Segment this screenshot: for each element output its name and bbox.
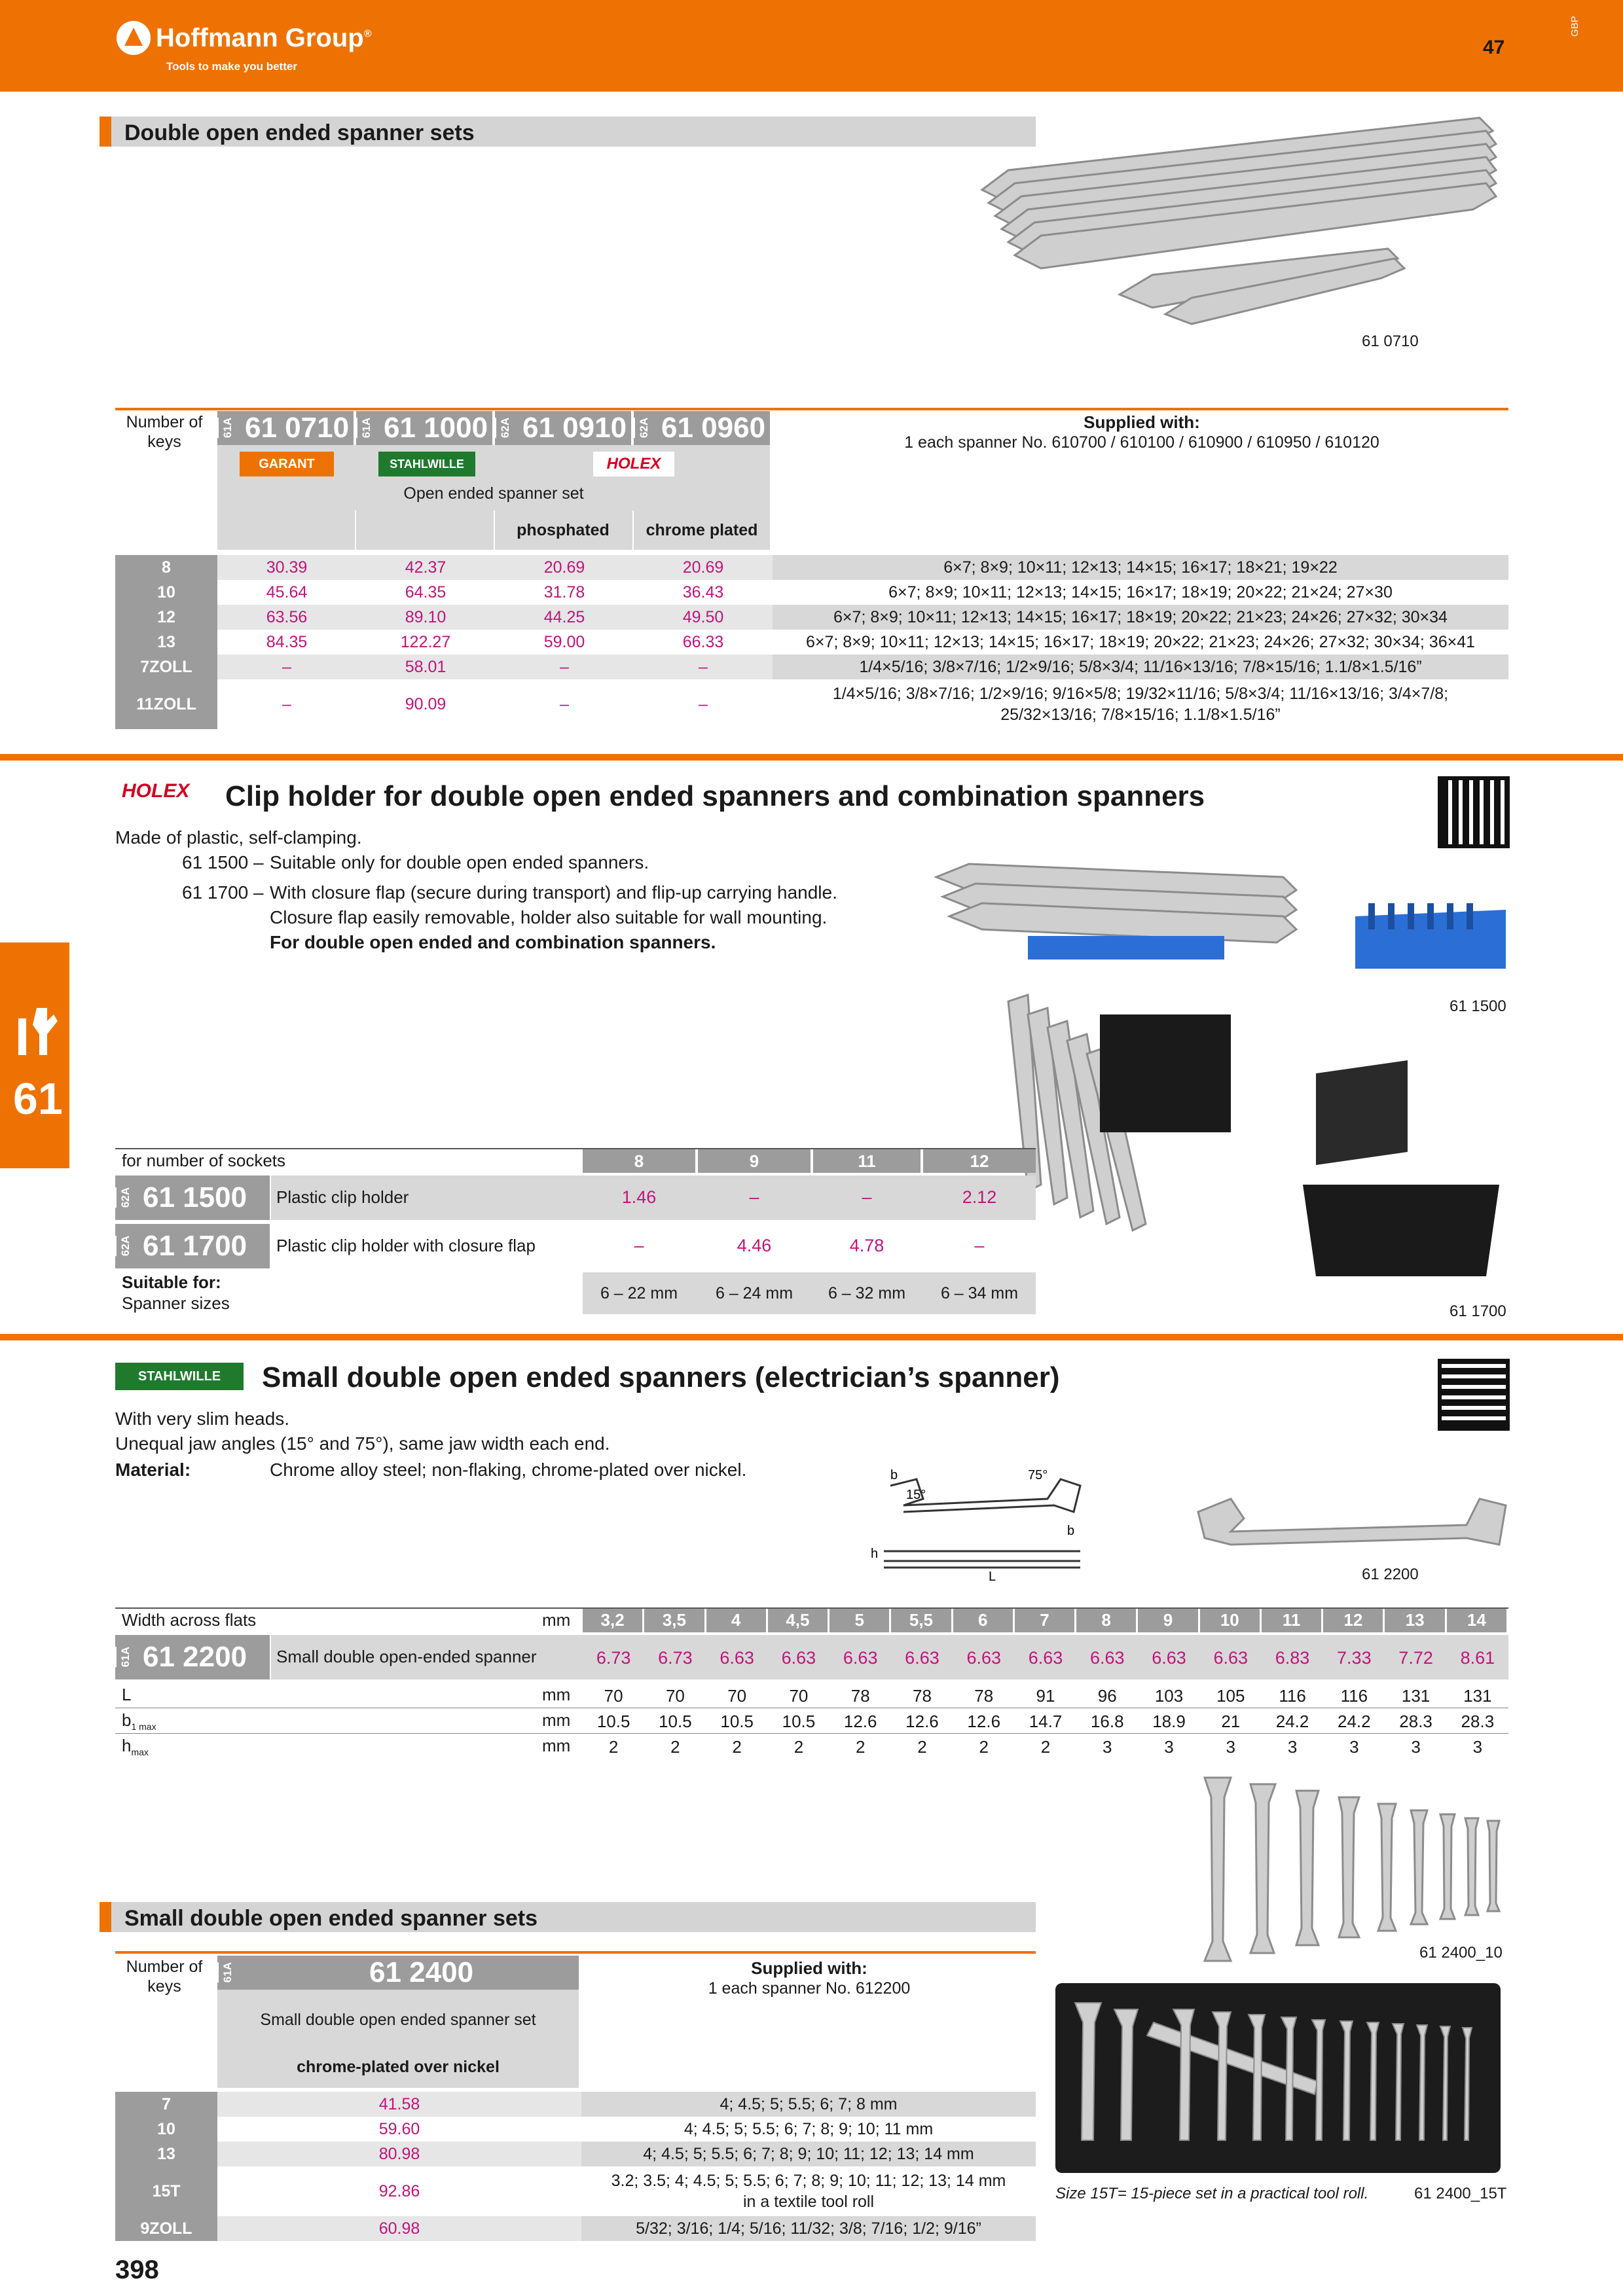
width-cell: 11 bbox=[1262, 1609, 1321, 1632]
sec1-sub-chrome: chrome plated bbox=[646, 521, 758, 539]
width-cell: 4,5 bbox=[768, 1609, 828, 1632]
price-cell: 6.73 bbox=[658, 1648, 693, 1668]
dim-h-label: h bbox=[871, 1547, 879, 1561]
keys-cell: 7ZOLL bbox=[115, 655, 217, 679]
height-cell: 3 bbox=[1103, 1737, 1112, 1757]
article-61-1000: 61A 61 1000 bbox=[356, 411, 492, 445]
price-cell: 1.46 bbox=[621, 1187, 657, 1207]
sec2-col-8: 8 bbox=[583, 1149, 695, 1173]
dim-angle-75: 75° bbox=[1028, 1468, 1048, 1482]
sec2-item2-text2: Closure flap easily removable, holder also suitable for wall mounting. bbox=[270, 907, 828, 927]
jaw-width-cell: 10.5 bbox=[720, 1712, 754, 1731]
image-caption-611700: 61 1700 bbox=[1450, 1302, 1506, 1320]
section-heading-double-spanner-sets: Double open ended spanner sets bbox=[100, 117, 1036, 147]
sec1-desc: Open ended spanner set bbox=[403, 484, 584, 503]
price-cell: – bbox=[495, 655, 634, 679]
section-divider-1 bbox=[0, 754, 1623, 761]
chapter-number: 61 bbox=[13, 1074, 63, 1124]
article-61-1500: 62A 61 1500 bbox=[115, 1175, 270, 1220]
jaw-width-cell: 10.5 bbox=[782, 1712, 816, 1731]
sec2-col-11: 11 bbox=[813, 1149, 921, 1173]
width-cell: 12 bbox=[1323, 1609, 1383, 1632]
sec4-sub: chrome-plated over nickel bbox=[297, 2058, 500, 2076]
width-cell: 4 bbox=[706, 1609, 766, 1632]
width-header-row bbox=[583, 1609, 1508, 1632]
price-cell: 4.78 bbox=[849, 1236, 884, 1255]
price-cell: 41.58 bbox=[217, 2092, 581, 2117]
width-cell: 14 bbox=[1447, 1609, 1506, 1632]
length-cell: 105 bbox=[1216, 1686, 1245, 1706]
sec1-supplied-text: 1 each spanner No. 610700 / 610100 / 610900 / 610950 / 610120 bbox=[904, 433, 1379, 452]
sizes-cell: 4; 4.5; 5; 5.5; 6; 7; 8 mm bbox=[581, 2092, 1036, 2117]
keys-cell: 9ZOLL bbox=[115, 2216, 217, 2241]
sec2-item1-text: Suitable only for double open ended spanners. bbox=[270, 852, 649, 872]
price-cell: 30.39 bbox=[217, 555, 356, 580]
price-cell: 64.35 bbox=[405, 583, 447, 601]
price-cell: 2.12 bbox=[962, 1187, 997, 1207]
article-61-1700: 62A 61 1700 bbox=[115, 1224, 270, 1268]
keys-cell: 11ZOLL bbox=[115, 679, 217, 729]
sec2-row1-desc: Plastic clip holder bbox=[276, 1187, 409, 1207]
price-row bbox=[583, 1647, 1508, 1670]
jaw-width-cell: 12.6 bbox=[843, 1712, 877, 1731]
height-cell: 2 bbox=[793, 1737, 804, 1757]
jaw-width-cell: 21 bbox=[1221, 1712, 1241, 1731]
table-row bbox=[115, 2117, 1036, 2142]
width-cell: 3,2 bbox=[583, 1609, 642, 1632]
sizes-cell: 3.2; 3.5; 4; 4.5; 5; 5.5; 6; 7; 8; 9; 10; 11; 12; 13; 14 mm in a textile tool roll bbox=[611, 2172, 1006, 2211]
spanner-chapter-icon bbox=[14, 1005, 60, 1058]
table-row bbox=[115, 555, 1508, 580]
sec3-title: Small double open ended spanners (electrician’s spanner) bbox=[262, 1361, 1060, 1393]
sec3-line1: With very slim heads. bbox=[115, 1408, 290, 1429]
keys-cell: 13 bbox=[115, 630, 217, 655]
page-number-top: 47 bbox=[1483, 37, 1505, 58]
electrician-spanner-image bbox=[1192, 1486, 1512, 1558]
price-cell: 89.10 bbox=[356, 605, 495, 630]
price-cell: 6.83 bbox=[1275, 1648, 1310, 1668]
jaw-width-cell: 24.2 bbox=[1275, 1712, 1309, 1731]
sec4-supplied-title: Supplied with: bbox=[751, 1958, 867, 1978]
keys-cell: 10 bbox=[115, 580, 217, 605]
sec3-art-desc: Small double open-ended spanner bbox=[276, 1647, 537, 1666]
hoffmann-logo-icon bbox=[115, 20, 152, 56]
price-cell: 59.60 bbox=[378, 2119, 420, 2138]
sec3-h-unit: mm bbox=[542, 1736, 571, 1755]
price-cell: 6.63 bbox=[1213, 1648, 1249, 1668]
price-cell: 7.33 bbox=[1337, 1648, 1372, 1668]
table-row bbox=[115, 655, 1508, 679]
jaw-width-cell: 10.5 bbox=[659, 1712, 692, 1731]
price-cell: 8.61 bbox=[1460, 1648, 1495, 1668]
price-cell: 6.63 bbox=[843, 1648, 878, 1668]
width-cell: 3,5 bbox=[644, 1609, 704, 1632]
width-cell: 6 bbox=[953, 1609, 1013, 1632]
price-cell: 90.09 bbox=[405, 694, 447, 713]
length-cell: 96 bbox=[1097, 1686, 1117, 1706]
sec3-unit: mm bbox=[542, 1610, 571, 1630]
rule bbox=[115, 1733, 1508, 1734]
section-divider-2 bbox=[0, 1334, 1623, 1340]
jaw-width-cell: 10.5 bbox=[596, 1712, 630, 1731]
sizes-cell: 1/4×5/16; 3/8×7/16; 1/2×9/16; 9/16×5/8; 19/32×11/16; 5/8×3/4; 11/16×13/16; 3/4×7/8; 25/32×13/16; 7/8×15/16; 1.1/8×1.5/16” bbox=[832, 685, 1449, 724]
sizes-cell: 1/4×5/16; 3/8×7/16; 1/2×9/16; 5/8×3/4; 11/16×13/16; 7/8×15/16; 1.1/8×1.5/16” bbox=[773, 655, 1508, 679]
sec4-desc: Small double open ended spanner set bbox=[260, 2011, 536, 2029]
spanner-set-10-image bbox=[1192, 1771, 1519, 1967]
price-cell: – bbox=[282, 694, 291, 713]
height-cell: 3 bbox=[1287, 1737, 1298, 1757]
price-cell: – bbox=[634, 655, 773, 679]
table-row bbox=[115, 580, 1508, 605]
length-cell: 78 bbox=[913, 1686, 932, 1706]
sec1-vline-b bbox=[494, 511, 495, 550]
sec1-supplied-title: Supplied with: bbox=[1084, 412, 1200, 432]
price-cell: – bbox=[634, 1236, 644, 1255]
sec3-h-label: $h_{max}$ bbox=[122, 1736, 149, 1758]
price-cell: 49.50 bbox=[634, 605, 773, 630]
orange-rule-4 bbox=[115, 1951, 1036, 1954]
price-cell: – bbox=[749, 1187, 759, 1207]
height-cell: 3 bbox=[1349, 1737, 1359, 1757]
image-caption-611500: 61 1500 bbox=[1450, 997, 1506, 1015]
sec4-supplied-text: 1 each spanner No. 612200 bbox=[708, 1979, 911, 1998]
sizes-cell: 6×7; 8×9; 10×11; 12×13; 14×15; 16×17; 18×21; 19×22 bbox=[773, 555, 1508, 580]
col-number-of-keys: Number of keys bbox=[126, 413, 203, 451]
price-cell: 42.37 bbox=[356, 555, 495, 580]
price-cell: – bbox=[974, 1236, 985, 1255]
height-cell: 2 bbox=[1040, 1737, 1051, 1757]
sec2-item2-text3: For double open ended and combination spanners. bbox=[270, 932, 716, 952]
top-banner bbox=[0, 0, 1623, 92]
height-cell: 3 bbox=[1411, 1737, 1421, 1757]
dim-b2-label: b bbox=[1067, 1524, 1075, 1538]
sec3-L-unit: mm bbox=[542, 1685, 571, 1704]
sec2-item2-text1: With closure flap (secure during transport) and flip-up carrying handle. bbox=[270, 882, 837, 903]
sec2-col-label: for number of sockets bbox=[122, 1151, 285, 1170]
table-row bbox=[115, 2142, 1036, 2166]
suitable-cell: 6 – 22 mm bbox=[600, 1284, 678, 1302]
sizes-cell: 4; 4.5; 5; 5.5; 6; 7; 8; 9; 10; 11; 12; 13; 14 mm bbox=[581, 2142, 1036, 2166]
price-cell: 80.98 bbox=[217, 2142, 581, 2166]
image-caption-612400-15t: 61 2400_15T bbox=[1414, 2185, 1507, 2202]
height-cell: 3 bbox=[1226, 1737, 1236, 1757]
keys-cell: 10 bbox=[115, 2117, 217, 2142]
sec3-b-unit: mm bbox=[542, 1710, 571, 1730]
jaw-width-cell: 12.6 bbox=[967, 1712, 1001, 1731]
table-row bbox=[115, 630, 1508, 655]
height-cell: 2 bbox=[670, 1737, 680, 1757]
price-cell: 7.72 bbox=[1398, 1648, 1433, 1668]
article-61-2200: 61A 61 2200 bbox=[115, 1635, 270, 1679]
width-cell: 9 bbox=[1138, 1609, 1197, 1632]
brand-name: Hoffmann Group® bbox=[156, 24, 372, 52]
sec3-L-label: L bbox=[122, 1685, 132, 1704]
table-row bbox=[115, 605, 1508, 630]
price-cell: – bbox=[560, 694, 569, 713]
keys-cell: 8 bbox=[115, 555, 217, 580]
price-cell: 44.25 bbox=[495, 605, 634, 630]
orange-rule-1 bbox=[115, 408, 1508, 410]
price-cell: 6.63 bbox=[966, 1648, 1001, 1668]
holex-brand-logo: HOLEX bbox=[122, 780, 190, 802]
sec2-row2-desc: Plastic clip holder with closure flap bbox=[276, 1236, 536, 1255]
clip-holder-1500-image bbox=[930, 838, 1519, 988]
suitable-cell: 6 – 32 mm bbox=[828, 1284, 906, 1302]
tool-roll-note: Size 15T= 15-piece set in a practical tool roll. bbox=[1055, 2185, 1369, 2202]
sec2-item2-no: 61 1700 – bbox=[182, 882, 264, 903]
height-cell: 2 bbox=[855, 1737, 866, 1757]
height-cell: 2 bbox=[732, 1737, 742, 1757]
price-cell: 66.33 bbox=[682, 632, 724, 651]
sec3-b-label: $b_{1 max}$ bbox=[122, 1710, 156, 1732]
price-cell: 122.27 bbox=[400, 632, 451, 651]
price-cell: 6.73 bbox=[596, 1648, 631, 1668]
price-cell: 6.63 bbox=[1028, 1648, 1063, 1668]
sec1-sub-phosphated: phosphated bbox=[517, 521, 610, 539]
spanner-set-image bbox=[969, 105, 1506, 334]
sizes-cell: 6×7; 8×9; 10×11; 12×13; 14×15; 16×17; 18×19; 20×22; 21×24; 27×30 bbox=[888, 583, 1393, 601]
sec1-price-table bbox=[115, 555, 1508, 729]
height-cell: 2 bbox=[917, 1737, 927, 1757]
price-cell: 59.00 bbox=[543, 632, 585, 651]
sec1-vline-a bbox=[355, 511, 356, 550]
table-row bbox=[115, 2166, 1036, 2216]
article-61-2400: 61A 61 2400 bbox=[217, 1956, 579, 1990]
jaw-width-cell: 28.3 bbox=[1461, 1712, 1495, 1731]
table-row bbox=[115, 2092, 1036, 2117]
suitable-cell: 6 – 24 mm bbox=[715, 1284, 793, 1302]
jaw-width-cell: 16.8 bbox=[1090, 1712, 1124, 1731]
stahlwille-logo: STAHLWILLE bbox=[378, 452, 475, 476]
price-cell: 20.69 bbox=[634, 555, 773, 580]
length-cell: 116 bbox=[1279, 1686, 1306, 1706]
clip-holder-1700-image bbox=[1002, 988, 1506, 1296]
price-cell: – bbox=[862, 1187, 872, 1207]
sizes-cell: 6×7; 8×9; 10×11; 12×13; 14×15; 16×17; 18×19; 20×22; 21×23; 24×26; 27×32; 30×34 bbox=[773, 605, 1508, 630]
price-cell: 4.46 bbox=[737, 1236, 772, 1255]
price-cell: 6.63 bbox=[905, 1648, 939, 1668]
dim-l-label: L bbox=[989, 1570, 996, 1584]
width-cell: 5 bbox=[830, 1609, 889, 1632]
width-cell: 8 bbox=[1076, 1609, 1136, 1632]
image-caption-610710: 61 0710 bbox=[1362, 332, 1419, 350]
language-code: GBP bbox=[1569, 16, 1580, 37]
height-cell: 3 bbox=[1164, 1737, 1174, 1757]
length-cell: 70 bbox=[604, 1686, 623, 1706]
article-61-0710: 61A 61 0710 bbox=[217, 411, 354, 445]
sec1-vline-c bbox=[632, 511, 634, 550]
jaw-width-cell: 28.3 bbox=[1399, 1712, 1432, 1731]
price-cell: 6.63 bbox=[720, 1648, 754, 1668]
price-cell: 36.43 bbox=[682, 583, 724, 601]
image-caption-612200: 61 2200 bbox=[1362, 1566, 1419, 1583]
price-cell: 84.35 bbox=[266, 632, 308, 651]
qr-code-icon bbox=[1438, 1359, 1510, 1431]
height-cell: 3 bbox=[1472, 1737, 1483, 1757]
width-cell: 10 bbox=[1200, 1609, 1260, 1632]
sec2-intro: Made of plastic, self-clamping. bbox=[115, 827, 362, 848]
price-cell: 45.64 bbox=[266, 583, 308, 601]
dim-angle-15: 15° bbox=[906, 1488, 926, 1502]
price-cell: 6.63 bbox=[781, 1648, 816, 1668]
sec2-col-9: 9 bbox=[698, 1149, 811, 1173]
sec3-waf-label: Width across flats bbox=[122, 1610, 257, 1630]
sec3-mat-label: Material: bbox=[115, 1460, 191, 1480]
holex-logo: HOLEX bbox=[593, 452, 674, 476]
length-cell: 78 bbox=[850, 1686, 870, 1706]
keys-cell: 13 bbox=[115, 2142, 217, 2166]
height-row bbox=[583, 1736, 1508, 1758]
stahlwille-brand-logo: STAHLWILLE bbox=[115, 1363, 244, 1390]
width-cell: 13 bbox=[1385, 1609, 1444, 1632]
length-cell: 78 bbox=[974, 1686, 994, 1706]
page-number-bottom: 398 bbox=[115, 2255, 159, 2284]
dimension-diagram bbox=[864, 1460, 1100, 1584]
height-cell: 2 bbox=[979, 1737, 989, 1757]
sec3-mat-text: Chrome alloy steel; non-flaking, chrome-plated over nickel. bbox=[270, 1460, 747, 1480]
price-cell: 92.86 bbox=[378, 2181, 420, 2200]
chapter-side-tab bbox=[0, 942, 69, 1168]
sec4-price-table bbox=[115, 2092, 1036, 2241]
keys-cell: 12 bbox=[115, 605, 217, 630]
dim-b-label: b bbox=[890, 1468, 898, 1482]
sizes-cell: 6×7; 8×9; 10×11; 12×13; 14×15; 16×17; 18×19; 20×22; 21×23; 24×26; 27×32; 30×34; 36×41 bbox=[805, 632, 1476, 651]
length-cell: 70 bbox=[727, 1686, 747, 1706]
price-cell: 6.63 bbox=[1089, 1648, 1125, 1668]
price-cell: 31.78 bbox=[543, 583, 585, 601]
height-cell: 2 bbox=[608, 1737, 619, 1757]
sec3-line2: Unequal jaw angles (15° and 75°), same jaw width each end. bbox=[115, 1433, 610, 1454]
jaw-width-cell: 24.2 bbox=[1338, 1712, 1371, 1731]
price-cell: 63.56 bbox=[217, 605, 356, 630]
width-cell: 7 bbox=[1015, 1609, 1074, 1632]
length-cell: 131 bbox=[1463, 1686, 1492, 1706]
article-61-0910: 62A 61 0910 bbox=[495, 411, 631, 445]
price-cell: 58.01 bbox=[356, 655, 495, 679]
width-cell: 5,5 bbox=[891, 1609, 951, 1632]
sizes-cell: 5/32; 3/16; 1/4; 5/16; 11/32; 3/8; 7/16; 1/2; 9/16” bbox=[581, 2216, 1036, 2241]
price-cell: 6.63 bbox=[1152, 1648, 1186, 1668]
sec2-title: Clip holder for double open ended spanners and combination spanners bbox=[225, 780, 1205, 812]
jaw-width-row bbox=[583, 1710, 1508, 1732]
length-cell: 70 bbox=[665, 1686, 685, 1706]
price-cell: 20.69 bbox=[495, 555, 634, 580]
length-row bbox=[583, 1685, 1508, 1707]
table-row bbox=[115, 679, 1508, 729]
keys-cell: 7 bbox=[115, 2092, 217, 2117]
jaw-width-cell: 12.6 bbox=[905, 1712, 939, 1731]
keys-cell: 15T bbox=[115, 2166, 217, 2216]
article-61-0960: 62A 61 0960 bbox=[634, 411, 770, 445]
length-cell: 116 bbox=[1340, 1686, 1368, 1706]
price-cell: 60.98 bbox=[217, 2216, 581, 2241]
image-caption-612400-10: 61 2400_10 bbox=[1419, 1944, 1503, 1962]
sec2-col-12: 12 bbox=[923, 1149, 1036, 1173]
sec2-item1-no: 61 1500 – bbox=[182, 852, 264, 872]
length-cell: 91 bbox=[1036, 1686, 1055, 1706]
length-cell: 103 bbox=[1154, 1686, 1184, 1706]
jaw-width-cell: 14.7 bbox=[1029, 1712, 1063, 1731]
section-heading-small-spanner-sets: Small double open ended spanner sets bbox=[100, 1902, 1036, 1932]
jaw-width-cell: 18.9 bbox=[1152, 1712, 1186, 1731]
brand-tagline: Tools to make you better bbox=[166, 60, 297, 73]
tool-roll-image bbox=[1055, 1983, 1501, 2173]
length-cell: 70 bbox=[789, 1686, 809, 1706]
table-row bbox=[115, 2216, 1036, 2241]
sec4-col-keys: Number of keys bbox=[126, 1958, 203, 1996]
length-cell: 131 bbox=[1401, 1686, 1431, 1706]
sizes-cell: 4; 4.5; 5; 5.5; 6; 7; 8; 9; 10; 11 mm bbox=[684, 2119, 934, 2138]
price-cell: – bbox=[217, 655, 356, 679]
price-cell: – bbox=[699, 694, 708, 713]
sec2-suitable-label: Suitable for: bbox=[122, 1272, 221, 1292]
garant-logo: GARANT bbox=[240, 452, 334, 476]
sec2-suitable-sub: Spanner sizes bbox=[122, 1293, 230, 1313]
suitable-cell: 6 – 34 mm bbox=[940, 1284, 1019, 1302]
